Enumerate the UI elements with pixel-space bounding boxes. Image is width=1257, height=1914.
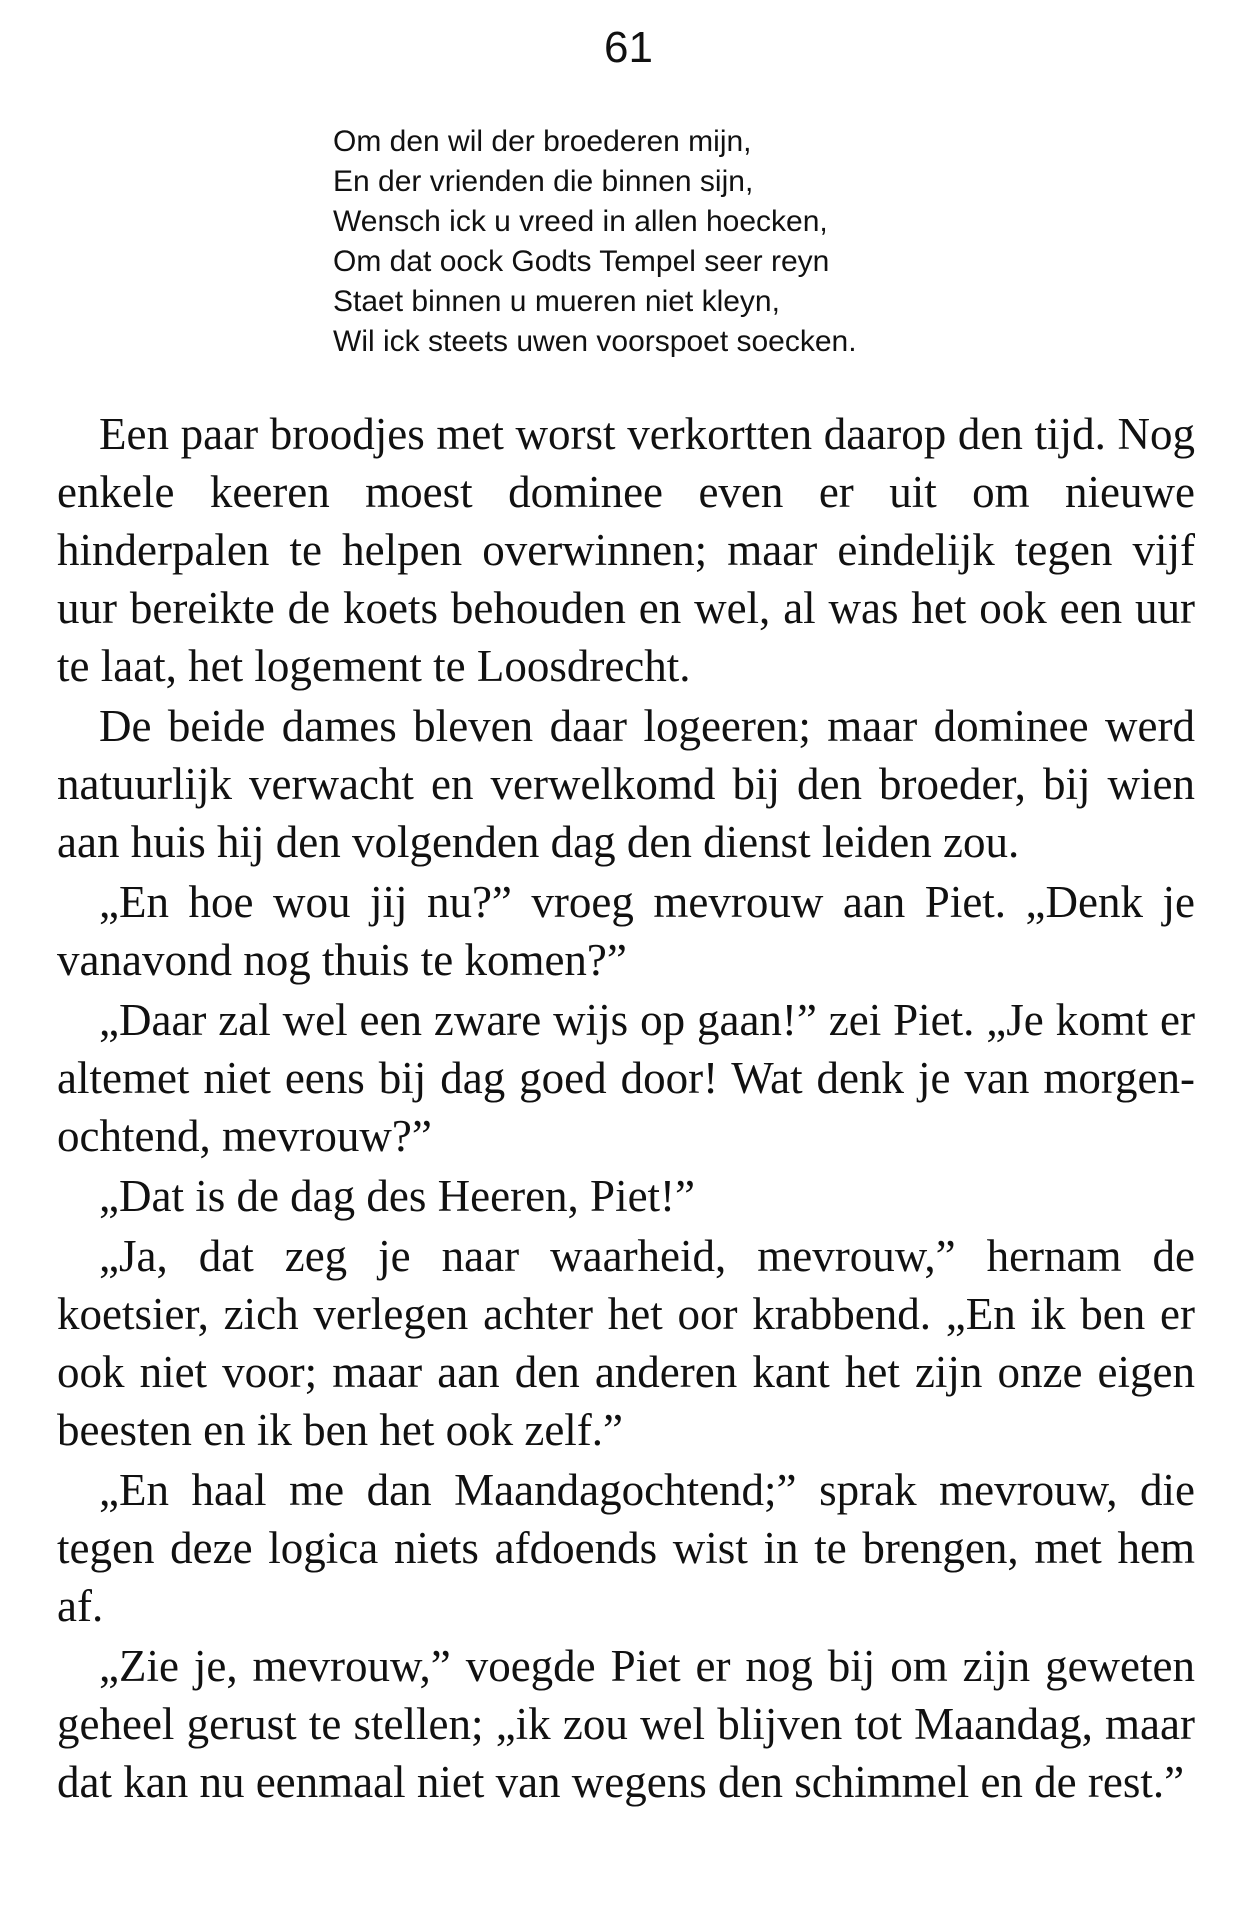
paragraph: „En hoe wou jij nu?” vroeg mevrouw aan Piet. „Denk je vanavond nog thuis te komen?”: [57, 877, 1195, 985]
paragraph: „Zie je, mevrouw,” voegde Piet er nog bij om zijn geweten geheel gerust te stellen; „ik zou wel blijven tot Maandag, maar dat kan nu eenmaal niet van wegens den schimmel en de rest.”: [57, 1641, 1195, 1807]
poem-stanza: [333, 122, 1093, 362]
paragraph: De beide dames bleven daar logeeren; maar dominee werd natuurlijk verwacht en verwelkomd bij den broeder, bij wien aan huis hij den volgenden dag den dienst leiden zou.: [57, 701, 1195, 867]
poem-line: Wil ick steets uwen voorspoet soecken.: [333, 325, 857, 358]
paragraph: „Ja, dat zeg je naar waarheid, mevrouw,” hernam de koetsier, zich verlegen achter het oor krabbend. „En ik ben er ook niet voor; maar aan den anderen kant het zijn onze eigen beesten en ik ben het ook zelf.”: [57, 1231, 1195, 1455]
poem-line: Om dat oock Godts Tempel seer reyn: [333, 245, 830, 278]
page-number: 61: [604, 23, 653, 72]
poem-line: Om den wil der broederen mijn,: [333, 125, 752, 158]
poem-line: Staet binnen u mueren niet kleyn,: [333, 285, 780, 318]
poem-line: En der vrienden die binnen sijn,: [333, 165, 754, 198]
body-text: [57, 405, 1195, 1813]
poem-line: Wensch ick u vreed in allen hoecken,: [333, 205, 828, 238]
paragraph: Een paar broodjes met worst verkortten daarop den tijd. Nog enkele keeren moest dominee even er uit om nieuwe hinderpalen te helpen overwinnen; maar eindelijk tegen vijf uur bereikte de koets behouden en wel, al was het ook een uur te laat, het logement te Loosdrecht.: [57, 409, 1195, 691]
paragraph: „En haal me dan Maandagochtend;” sprak mevrouw, die tegen deze logica niets afdoends wist in te brengen, met hem af.: [57, 1465, 1195, 1631]
paragraph: „Dat is de dag des Heeren, Piet!”: [99, 1171, 696, 1221]
paragraph: „Daar zal wel een zware wijs op gaan!” zei Piet. „Je komt er altemet niet eens bij dag goed door! Wat denk je van morgen-ochtend, mevrouw?”: [57, 995, 1195, 1161]
